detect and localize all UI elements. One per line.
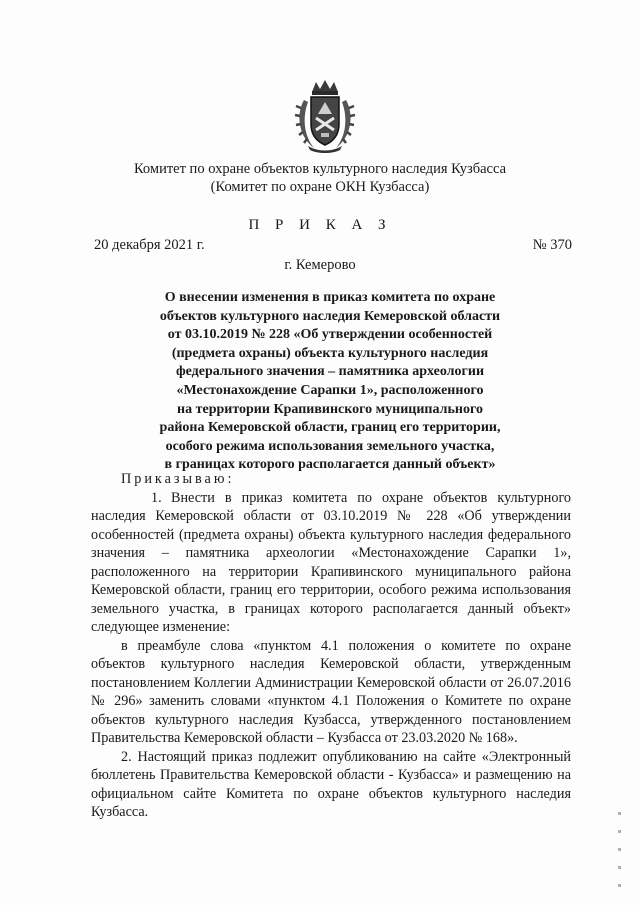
order-city: г. Кемерово (284, 257, 356, 273)
order-body (91, 470, 571, 822)
item-text: Внести в приказ комитета по охране объектов культурного наследия Кемеровской области от 03.10.2019 № 228 «Об утверждении особенностей (предмета охраны) объекта культурного наследия федерального значения – памятника археологии «Местонахождение Сарапки 1», расположенного на территории Крапивинского муниципального района Кемеровской области, границ его территории, особого режима использования земельного участка, в границах которого располагается данный объект» следующее изменение: (91, 489, 571, 635)
subject-line: «Местонахождение Сарапки 1», расположенного (176, 382, 484, 398)
order-lead: Приказываю: (121, 471, 235, 487)
subject-line: в границах которого располагается данный объект» (164, 457, 496, 473)
order-item-2: 2. Настоящий приказ подлежит опубликованию на сайте «Электронный бюллетень Правительства Кемеровской области - Кузбасса» и размещению на официальном сайте Комитета по охране объектов культурного наследия Кузбасса. (91, 748, 571, 820)
coat-of-arms-icon (294, 78, 356, 154)
scan-mark (618, 830, 621, 833)
scan-mark (618, 866, 621, 869)
order-number: № 370 (532, 237, 572, 253)
subject-line: (предмета охраны) объекта культурного наследия (171, 345, 489, 361)
order-subject (130, 289, 530, 475)
subject-line: объектов культурного наследия Кемеровской области (159, 308, 501, 324)
subject-line: федерального значения – памятника археологии (175, 364, 485, 380)
order-item-1 (91, 489, 571, 637)
subject-line: О внесении изменения в приказ комитета по охране (164, 290, 496, 305)
document-title: П Р И К А З (248, 217, 392, 233)
subject-line: на территории Крапивинского муниципального (177, 401, 483, 417)
subject-line: особого режима использования земельного участка, (165, 438, 495, 454)
subject-line: района Кемеровской области, границ его территории, (159, 420, 501, 436)
scan-mark (618, 848, 621, 851)
committee-full-name: Комитет по охране объектов культурного наследия Кузбасса (133, 161, 507, 177)
committee-short-name: (Комитет по охране ОКН Кузбасса) (210, 179, 430, 195)
subject-line: от 03.10.2019 № 228 «Об утверждении особенностей (167, 327, 493, 343)
item-number: 1. (151, 489, 162, 506)
order-amendment: в преамбуле слова «пунктом 4.1 положения о комитете по охране объектов культурного наследия Кемеровской области, утвержденным постановлением Коллегии Администрации Кемеровской области от 26.07.2016 № 296» заменить словами «пунктом 4.1 Положения о Комитете по охране объектов культурного наследия Кузбасса, утвержденного постановлением Правительства Кемеровской области – Кузбасса от 23.03.2020 № 168». (91, 637, 571, 746)
scan-mark (618, 884, 621, 887)
order-date: 20 декабря 2021 г. (94, 237, 205, 253)
scan-mark (618, 812, 621, 815)
